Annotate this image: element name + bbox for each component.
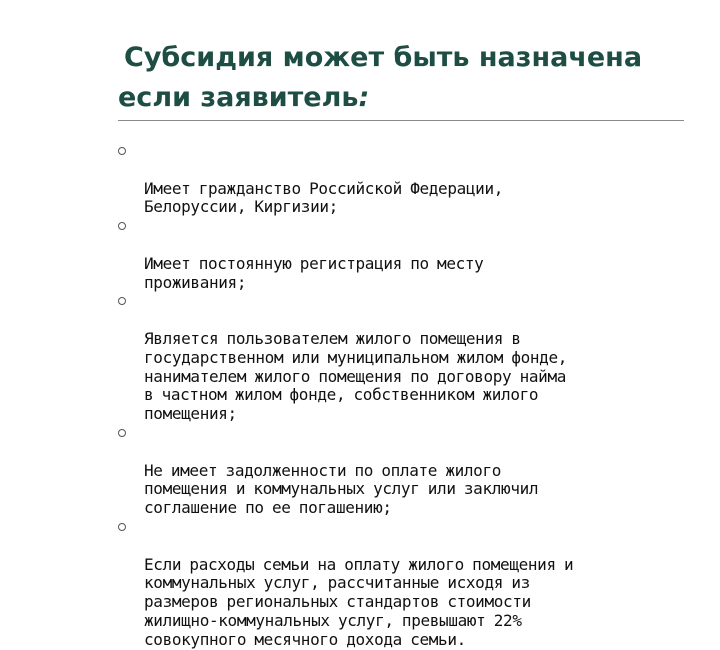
list-item-text: Имеет постоянную регистрация по месту проживания; bbox=[144, 253, 484, 292]
hollow-circle-icon bbox=[118, 429, 126, 437]
slide-title bbox=[118, 38, 698, 118]
list-item bbox=[118, 424, 698, 518]
title-line-1: Субсидия может быть назначена bbox=[124, 42, 643, 73]
list-item-text: Является пользователем жилого помещения в государственном или муниципальном жилом фонде, нанимателем жилого помещения по договору найма в частном жилом фонде, собственником жилого помещения; bbox=[144, 328, 568, 424]
list-item bbox=[118, 142, 698, 217]
list-item bbox=[118, 292, 698, 424]
hollow-circle-icon bbox=[118, 222, 126, 230]
list-item bbox=[118, 518, 698, 650]
title-divider bbox=[118, 120, 684, 121]
list-item bbox=[118, 217, 698, 292]
list-item-text: Имеет гражданство Российской Федерации, Белоруссии, Киргизии; bbox=[144, 178, 504, 217]
list-item-text: Не имеет задолженности по оплате жилого помещения и коммунальных услуг или заключил соглашение по ее погашению; bbox=[144, 460, 539, 518]
hollow-circle-icon bbox=[118, 297, 126, 305]
list-item-text: Если расходы семьи на оплату жилого помещения и коммунальных услуг, рассчитанные исходя из размеров региональных стандартов стоимости жилищно-коммунальных услуг, превышают 22% совокупного месячного дохода семьи. bbox=[144, 554, 574, 649]
title-line-2-text: если заявитель bbox=[118, 82, 359, 113]
conditions-list bbox=[118, 142, 698, 650]
title-line-2 bbox=[118, 78, 698, 118]
hollow-circle-icon bbox=[118, 147, 126, 155]
title-colon: : bbox=[358, 82, 370, 113]
hollow-circle-icon bbox=[118, 523, 126, 531]
